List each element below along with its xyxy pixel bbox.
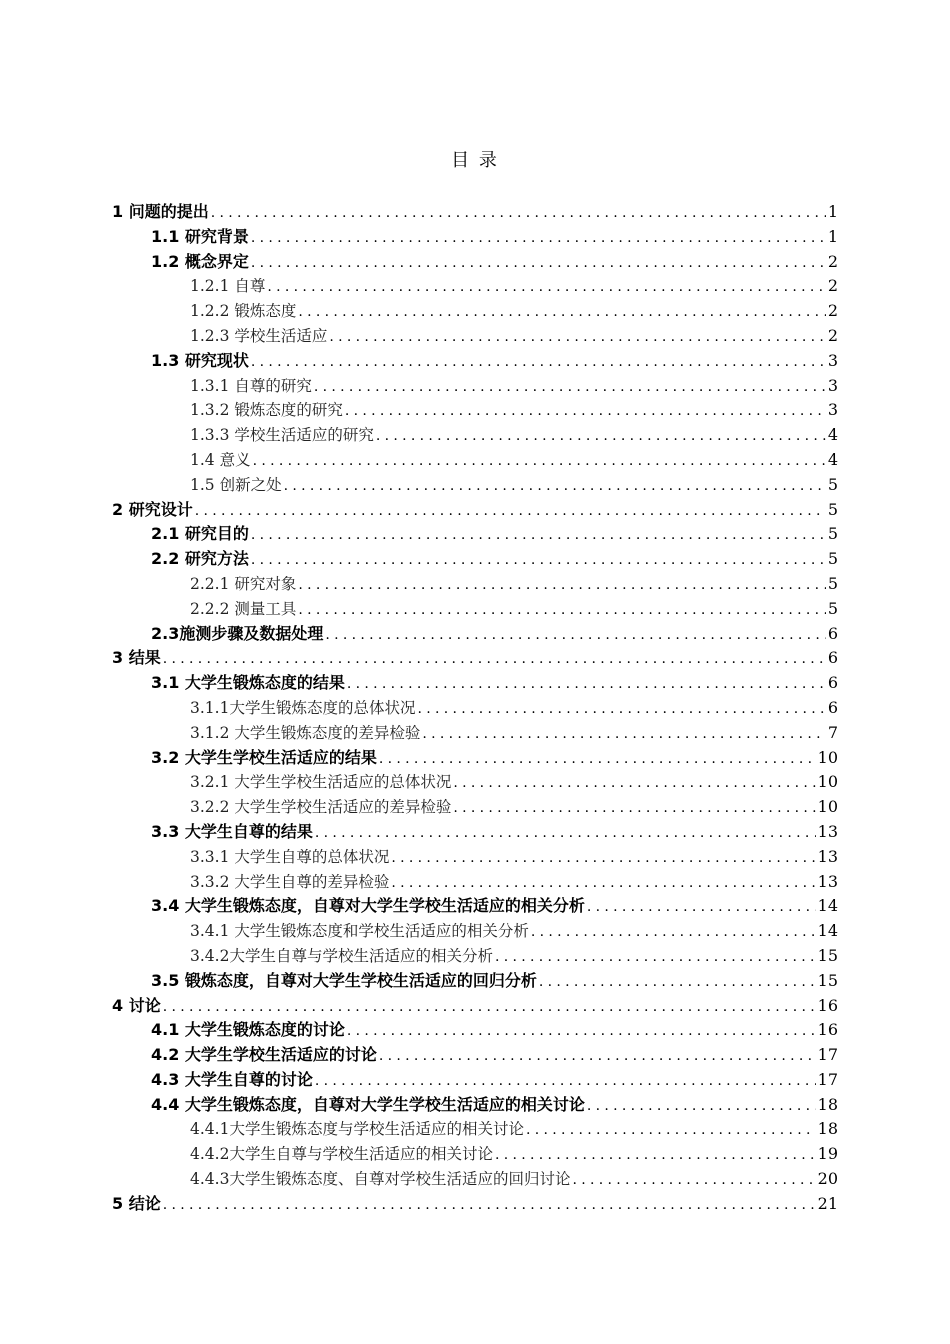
toc-entry[interactable] <box>112 498 838 523</box>
toc-leader-dots <box>325 623 825 648</box>
toc-entry-page: 5 <box>827 474 838 494</box>
toc-entry-label: 4.4.1大学生锻炼态度与学校生活适应的相关讨论 <box>190 1120 524 1139</box>
toc-leader-dots <box>314 375 826 400</box>
toc-entry-page: 21 <box>817 1193 838 1213</box>
toc-entry[interactable] <box>112 894 838 919</box>
toc-entry-label: 3.3.2 大学生自尊的差异检验 <box>190 872 390 891</box>
toc-entry[interactable] <box>112 522 838 547</box>
toc-entry[interactable] <box>112 1142 838 1167</box>
toc-leader-dots <box>495 945 816 970</box>
toc-entry-label: 1.5 创新之处 <box>190 475 282 494</box>
toc-entry[interactable] <box>112 200 838 225</box>
toc-entry[interactable] <box>112 597 838 622</box>
toc-leader-dots <box>422 722 825 747</box>
toc-leader-dots <box>251 548 826 573</box>
toc-entry[interactable] <box>112 944 838 969</box>
toc-entry-label: 3.3.1 大学生自尊的总体状况 <box>190 847 390 866</box>
toc-entry[interactable] <box>112 994 838 1019</box>
toc-entry-page: 17 <box>817 1045 838 1065</box>
toc-entry-page: 15 <box>817 970 838 990</box>
toc-entry[interactable] <box>112 572 838 597</box>
toc-entry-label: 1.3.2 锻炼态度的研究 <box>190 401 343 420</box>
toc-entry-label: 3.4.1 大学生锻炼态度和学校生活适应的相关分析 <box>190 922 529 941</box>
toc-entry-label: 1.2 概念界定 <box>151 251 249 271</box>
toc-entry-label: 1.3 研究现状 <box>151 350 249 370</box>
toc-leader-dots <box>195 499 826 524</box>
toc-entry-page: 2 <box>827 251 838 271</box>
toc-entry-page: 13 <box>817 871 838 891</box>
toc-entry-label: 1.2.2 锻炼态度 <box>190 302 297 321</box>
toc-entry-page: 19 <box>817 1144 838 1164</box>
toc-entry-page: 1 <box>827 226 838 246</box>
toc-entry[interactable] <box>112 448 838 473</box>
toc-entry[interactable] <box>112 1018 838 1043</box>
toc-leader-dots <box>251 523 826 548</box>
toc-entry-label: 3.1 大学生锻炼态度的结果 <box>151 673 345 693</box>
toc-entry-label: 4 讨论 <box>112 995 161 1015</box>
toc-entry[interactable] <box>112 547 838 572</box>
toc-entry-label: 2.2.1 研究对象 <box>190 574 297 593</box>
toc-entry[interactable] <box>112 870 838 895</box>
toc-leader-dots <box>253 449 826 474</box>
toc-leader-dots <box>379 747 816 772</box>
toc-entry-page: 6 <box>827 697 838 717</box>
toc-entry[interactable] <box>112 1043 838 1068</box>
toc-entry[interactable] <box>112 795 838 820</box>
toc-entry-page: 16 <box>817 995 838 1015</box>
toc-entry[interactable] <box>112 721 838 746</box>
toc-leader-dots <box>267 275 825 300</box>
toc-entry-label: 4.4 大学生锻炼态度，自尊对大学生学校生活适应的相关讨论 <box>151 1094 585 1114</box>
toc-leader-dots <box>453 771 815 796</box>
toc-entry[interactable] <box>112 423 838 448</box>
toc-leader-dots <box>572 1168 815 1193</box>
toc-entry-page: 13 <box>817 846 838 866</box>
toc-leader-dots <box>391 871 815 896</box>
toc-leader-dots <box>347 1019 816 1044</box>
toc-leader-dots <box>315 821 816 846</box>
toc-leader-dots <box>163 647 826 672</box>
toc-entry-page: 3 <box>827 350 838 370</box>
toc-entry[interactable] <box>112 770 838 795</box>
toc-entry[interactable] <box>112 820 838 845</box>
toc-entry[interactable] <box>112 250 838 275</box>
toc-entry-page: 2 <box>827 301 838 321</box>
toc-entry-page: 5 <box>827 499 838 519</box>
toc-entry-label: 1.3.1 自尊的研究 <box>190 376 312 395</box>
toc-entry-page: 18 <box>817 1094 838 1114</box>
toc-entry-label: 3.2.1 大学生学校生活适应的总体状况 <box>190 773 452 792</box>
toc-entry-label: 3.2 大学生学校生活适应的结果 <box>151 747 377 767</box>
toc-entry-page: 2 <box>827 325 838 345</box>
toc-leader-dots <box>251 226 826 251</box>
toc-entry-label: 5 结论 <box>112 1193 161 1213</box>
toc-entry[interactable] <box>112 299 838 324</box>
toc-entry[interactable] <box>112 324 838 349</box>
toc-entry-page: 16 <box>817 1020 838 1040</box>
toc-entry-page: 10 <box>817 797 838 817</box>
toc-leader-dots <box>539 970 816 995</box>
toc-entry-label: 1 问题的提出 <box>112 202 209 221</box>
toc-entry-label: 4.3 大学生自尊的讨论 <box>151 1069 313 1089</box>
toc-leader-dots <box>315 1069 816 1094</box>
toc-entry[interactable] <box>112 398 838 423</box>
toc-entry-label: 2.2 研究方法 <box>151 549 249 569</box>
toc-leader-dots <box>376 424 826 449</box>
toc-entry-label: 2 研究设计 <box>112 499 193 519</box>
toc-entry-label: 4.4.2大学生自尊与学校生活适应的相关讨论 <box>190 1145 493 1164</box>
toc-entry-page: 20 <box>817 1169 838 1189</box>
toc-entry-page: 5 <box>827 598 838 618</box>
toc-title: 目 录 <box>451 150 499 171</box>
toc-entry-page: 3 <box>827 400 838 420</box>
toc-entry-label: 3.4 大学生锻炼态度，自尊对大学生学校生活适应的相关分析 <box>151 896 585 916</box>
toc-entry-label: 2.2.2 测量工具 <box>190 599 297 618</box>
toc-entry-page: 5 <box>827 549 838 569</box>
toc-entry[interactable] <box>112 1093 838 1118</box>
toc-entry[interactable] <box>112 919 838 944</box>
toc-entry-label: 1.1 研究背景 <box>151 226 249 246</box>
toc-entry-label: 1.2.1 自尊 <box>190 277 266 296</box>
toc-entry[interactable] <box>112 274 838 299</box>
toc-entry[interactable] <box>112 1117 838 1142</box>
toc-entry[interactable] <box>112 225 838 250</box>
toc-entry[interactable] <box>112 374 838 399</box>
toc-leader-dots <box>251 350 826 375</box>
toc-entry[interactable] <box>112 746 838 771</box>
toc-leader-dots <box>298 573 825 598</box>
toc-entry-page: 18 <box>817 1119 838 1139</box>
toc-entry-label: 3.5 锻炼态度，自尊对大学生学校生活适应的回归分析 <box>151 970 537 990</box>
toc-entry-page: 4 <box>827 425 838 445</box>
toc-entry[interactable] <box>112 1068 838 1093</box>
toc-entry[interactable] <box>112 696 838 721</box>
toc-entry[interactable] <box>112 1167 838 1192</box>
toc-entry[interactable] <box>112 622 838 647</box>
toc-entry-page: 6 <box>827 673 838 693</box>
toc-leader-dots <box>417 697 825 722</box>
table-of-contents <box>112 200 838 1217</box>
toc-entry-label: 1.4 意义 <box>190 450 251 469</box>
toc-entry-page: 14 <box>817 921 838 941</box>
toc-entry-page: 13 <box>817 821 838 841</box>
toc-entry[interactable] <box>112 671 838 696</box>
toc-entry-page: 15 <box>817 945 838 965</box>
toc-entry[interactable] <box>112 473 838 498</box>
toc-entry-label: 3 结果 <box>112 648 161 668</box>
toc-entry-page: 5 <box>827 573 838 593</box>
toc-entry[interactable] <box>112 845 838 870</box>
toc-entry-page: 5 <box>827 524 838 544</box>
toc-leader-dots <box>345 399 826 424</box>
toc-entry-label: 1.2.3 学校生活适应 <box>190 326 328 345</box>
toc-entry[interactable] <box>112 969 838 994</box>
toc-leader-dots <box>379 1044 816 1069</box>
toc-entry-page: 4 <box>827 449 838 469</box>
toc-entry-label: 1.3.3 学校生活适应的研究 <box>190 426 374 445</box>
toc-entry-page: 6 <box>827 648 838 668</box>
toc-entry[interactable] <box>112 349 838 374</box>
toc-entry-label: 4.2 大学生学校生活适应的讨论 <box>151 1045 377 1065</box>
toc-entry-page: 2 <box>827 276 838 296</box>
toc-leader-dots <box>526 1118 816 1143</box>
toc-leader-dots <box>211 201 826 226</box>
toc-leader-dots <box>298 300 825 325</box>
toc-entry-label: 3.1.2 大学生锻炼态度的差异检验 <box>190 723 421 742</box>
toc-entry-page: 14 <box>817 896 838 916</box>
toc-entry-page: 10 <box>817 747 838 767</box>
toc-leader-dots <box>329 325 825 350</box>
toc-entry-label: 2.1 研究目的 <box>151 524 249 544</box>
toc-entry-label: 3.2.2 大学生学校生活适应的差异检验 <box>190 798 452 817</box>
toc-leader-dots <box>298 598 825 623</box>
toc-entry-page: 3 <box>827 375 838 395</box>
toc-leader-dots <box>495 1143 816 1168</box>
toc-entry-page: 7 <box>827 722 838 742</box>
toc-entry-label: 2.3施测步骤及数据处理 <box>151 623 324 643</box>
toc-entry-label: 4.1 大学生锻炼态度的讨论 <box>151 1020 345 1040</box>
toc-leader-dots <box>284 474 826 499</box>
toc-leader-dots <box>587 1094 816 1119</box>
toc-leader-dots <box>251 251 826 276</box>
toc-leader-dots <box>453 796 815 821</box>
toc-entry-label: 3.1.1大学生锻炼态度的总体状况 <box>190 698 416 717</box>
toc-leader-dots <box>347 672 826 697</box>
toc-entry[interactable] <box>112 646 838 671</box>
toc-leader-dots <box>587 895 816 920</box>
toc-entry-page: 10 <box>817 772 838 792</box>
toc-leader-dots <box>391 846 815 871</box>
toc-entry-label: 4.4.3大学生锻炼态度、自尊对学校生活适应的回归讨论 <box>190 1170 571 1189</box>
toc-entry-label: 3.3 大学生自尊的结果 <box>151 821 313 841</box>
toc-entry-label: 3.4.2大学生自尊与学校生活适应的相关分析 <box>190 946 493 965</box>
toc-leader-dots <box>163 995 816 1020</box>
toc-entry-page: 1 <box>827 202 838 221</box>
toc-leader-dots <box>163 1193 816 1218</box>
toc-entry[interactable] <box>112 1192 838 1217</box>
toc-leader-dots <box>531 920 816 945</box>
toc-entry-page: 6 <box>827 623 838 643</box>
toc-entry-page: 17 <box>817 1069 838 1089</box>
